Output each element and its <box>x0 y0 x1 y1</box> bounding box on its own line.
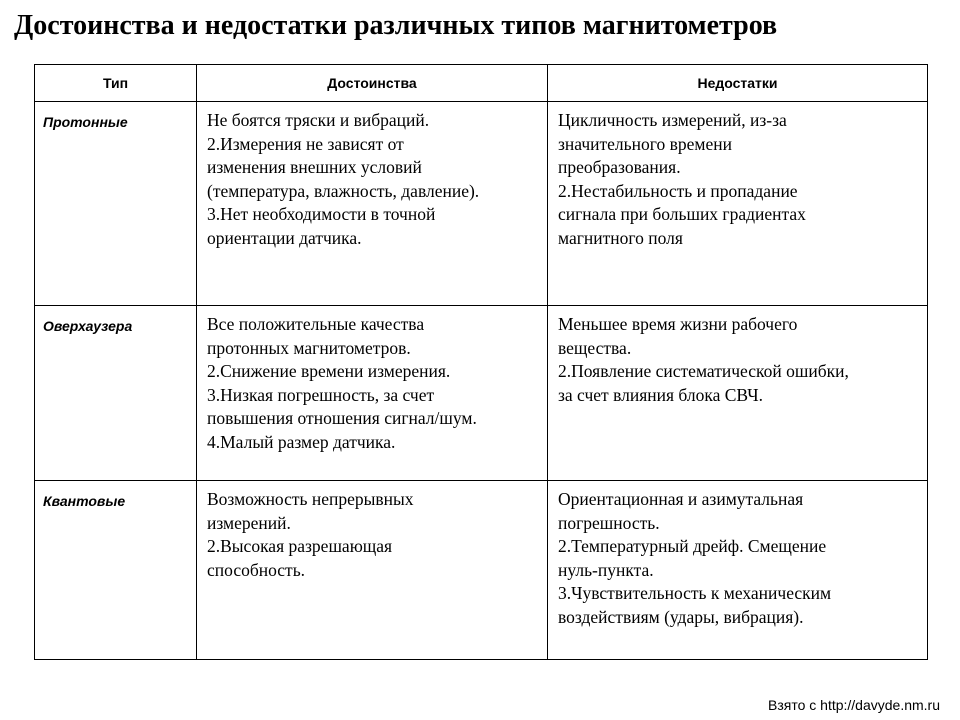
table-row <box>35 102 928 306</box>
advantage-line: измерений. <box>207 512 291 533</box>
advantage-line: 2.Измерения не зависят от <box>207 133 404 154</box>
advantage-line: способность. <box>207 559 306 580</box>
advantage-line: (температура, влажность, давление). <box>207 180 480 201</box>
advantages-cell <box>197 306 548 481</box>
disadvantage-line: 2.Появление систематической ошибки, <box>558 361 849 381</box>
disadvantages-cell <box>548 102 928 306</box>
advantage-line: Все положительные качества <box>207 314 425 334</box>
disadvantage-line: сигнала при больших градиентах <box>558 204 806 224</box>
advantage-line: изменения внешних условий <box>207 157 422 177</box>
disadvantage-line: значительного времени <box>558 133 732 154</box>
table-header-row <box>35 65 928 102</box>
type-cell: Оверхаузера <box>35 306 197 481</box>
disadvantage-line: 2.Нестабильность и пропадание <box>558 180 798 201</box>
advantages-cell <box>197 102 548 306</box>
disadvantage-line: 3.Чувствительность к механическим <box>558 583 832 603</box>
header-type: Тип <box>35 65 197 102</box>
disadvantage-line: преобразования. <box>558 157 681 177</box>
advantage-line: протонных магнитометров. <box>207 337 411 358</box>
source-credit: Взято с http://davyde.nm.ru <box>768 697 940 713</box>
magnetometer-comparison-table <box>34 64 928 660</box>
disadvantage-line: Ориентационная и азимутальная <box>558 489 804 509</box>
header-disadvantages: Недостатки <box>548 65 928 102</box>
disadvantage-line: магнитного поля <box>558 227 683 248</box>
type-cell: Протонные <box>35 102 197 306</box>
advantage-line: 4.Малый размер датчика. <box>207 431 396 452</box>
disadvantage-line: вещества. <box>558 337 632 358</box>
table-row <box>35 481 928 660</box>
disadvantage-line: нуль-пункта. <box>558 559 654 580</box>
advantages-cell <box>197 481 548 660</box>
advantage-line: 3.Низкая погрешность, за счет <box>207 384 435 405</box>
disadvantage-line: воздействиям (удары, вибрация). <box>558 606 804 627</box>
disadvantage-line: за счет влияния блока СВЧ. <box>558 384 763 405</box>
advantage-line: Не боятся тряски и вибраций. <box>207 110 430 130</box>
table-row <box>35 306 928 481</box>
header-advantages: Достоинства <box>197 65 548 102</box>
advantage-line: 3.Нет необходимости в точной <box>207 204 436 224</box>
disadvantages-cell <box>548 481 928 660</box>
advantage-line: ориентации датчика. <box>207 227 362 248</box>
page-title: Достоинства и недостатки различных типов магнитометров <box>14 10 778 41</box>
advantage-line: 2.Снижение времени измерения. <box>207 361 451 381</box>
disadvantages-cell <box>548 306 928 481</box>
type-cell: Квантовые <box>35 481 197 660</box>
disadvantage-line: Меньшее время жизни рабочего <box>558 314 798 334</box>
advantage-line: 2.Высокая разрешающая <box>207 536 393 556</box>
advantage-line: повышения отношения сигнал/шум. <box>207 408 477 428</box>
disadvantage-line: 2.Температурный дрейф. Смещение <box>558 536 827 556</box>
advantage-line: Возможность непрерывных <box>207 489 414 509</box>
disadvantage-line: погрешность. <box>558 512 660 533</box>
disadvantage-line: Цикличность измерений, из-за <box>558 110 787 130</box>
